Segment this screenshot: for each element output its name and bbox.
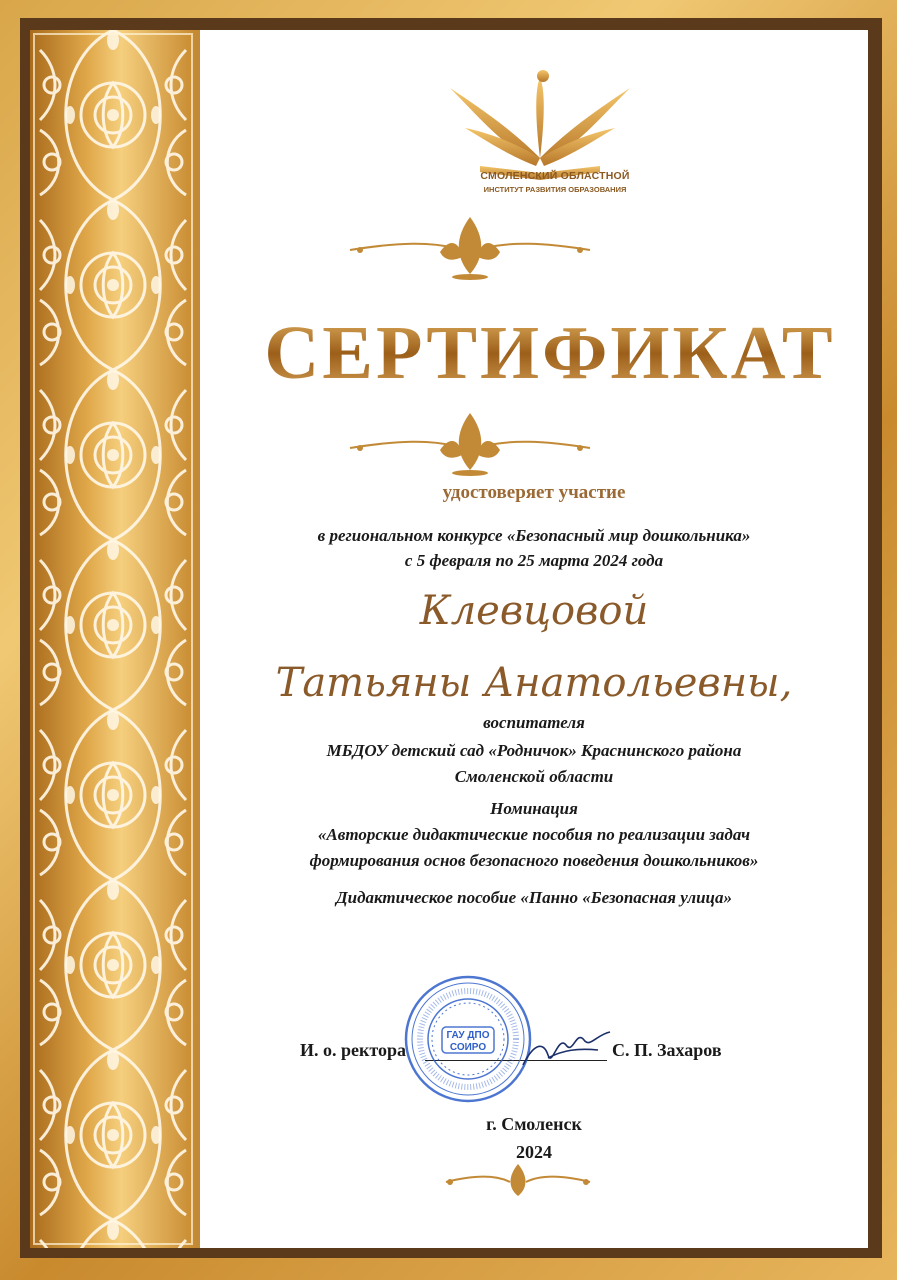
stamp-center-line2: СОИРО: [449, 1042, 487, 1053]
nomination-line1: «Авторские дидактические пособия по реализации задач: [317, 825, 751, 844]
top-flourish-icon: [340, 212, 600, 282]
middle-flourish-icon: [340, 408, 600, 478]
bottom-flourish-icon: [438, 1160, 598, 1200]
recipient-given-names: Татьяны Анатольевны,: [275, 660, 793, 706]
contest-line: в региональном конкурсе «Безопасный мир дошкольника»: [317, 526, 751, 545]
work-title: Дидактическое пособие «Панно «Безопасная улица»: [336, 888, 732, 907]
official-stamp-icon: [402, 973, 534, 1105]
region-text: Смоленской области: [454, 767, 614, 786]
certificate-title: СЕРТИФИКАТ: [230, 310, 868, 397]
logo-text-line1: СМОЛЕНСКИЙ ОБЛАСТНОЙ: [480, 170, 630, 182]
floral-ornament-icon: [30, 30, 196, 1248]
dates-line: с 5 февраля по 25 марта 2024 года: [404, 551, 664, 570]
year-text: 2024: [516, 1142, 552, 1162]
organization-text: МБДОУ детский сад «Родничок» Краснинского района: [326, 741, 742, 760]
nomination-label: Номинация: [490, 799, 578, 818]
certificate-paper: [30, 30, 868, 1248]
stamp-center-line1: ГАУ ДПО: [446, 1030, 490, 1041]
signatory-name: С. П. Захаров: [612, 1040, 722, 1060]
city-text: г. Смоленск: [486, 1114, 582, 1134]
handwritten-signature-icon: [518, 1020, 618, 1075]
certifies-text: удостоверяет участие: [442, 482, 626, 503]
institute-logo-icon: [440, 48, 640, 228]
recipient-surname: Клевцовой: [419, 588, 649, 634]
signatory-role: И. о. ректора: [300, 1040, 406, 1060]
position-text: воспитателя: [483, 713, 585, 732]
nomination-line2: формирования основ безопасного поведения дошкольников»: [309, 851, 759, 870]
logo-text-line2: ИНСТИТУТ РАЗВИТИЯ ОБРАЗОВАНИЯ: [483, 185, 627, 194]
ornament-band: [30, 30, 196, 1248]
